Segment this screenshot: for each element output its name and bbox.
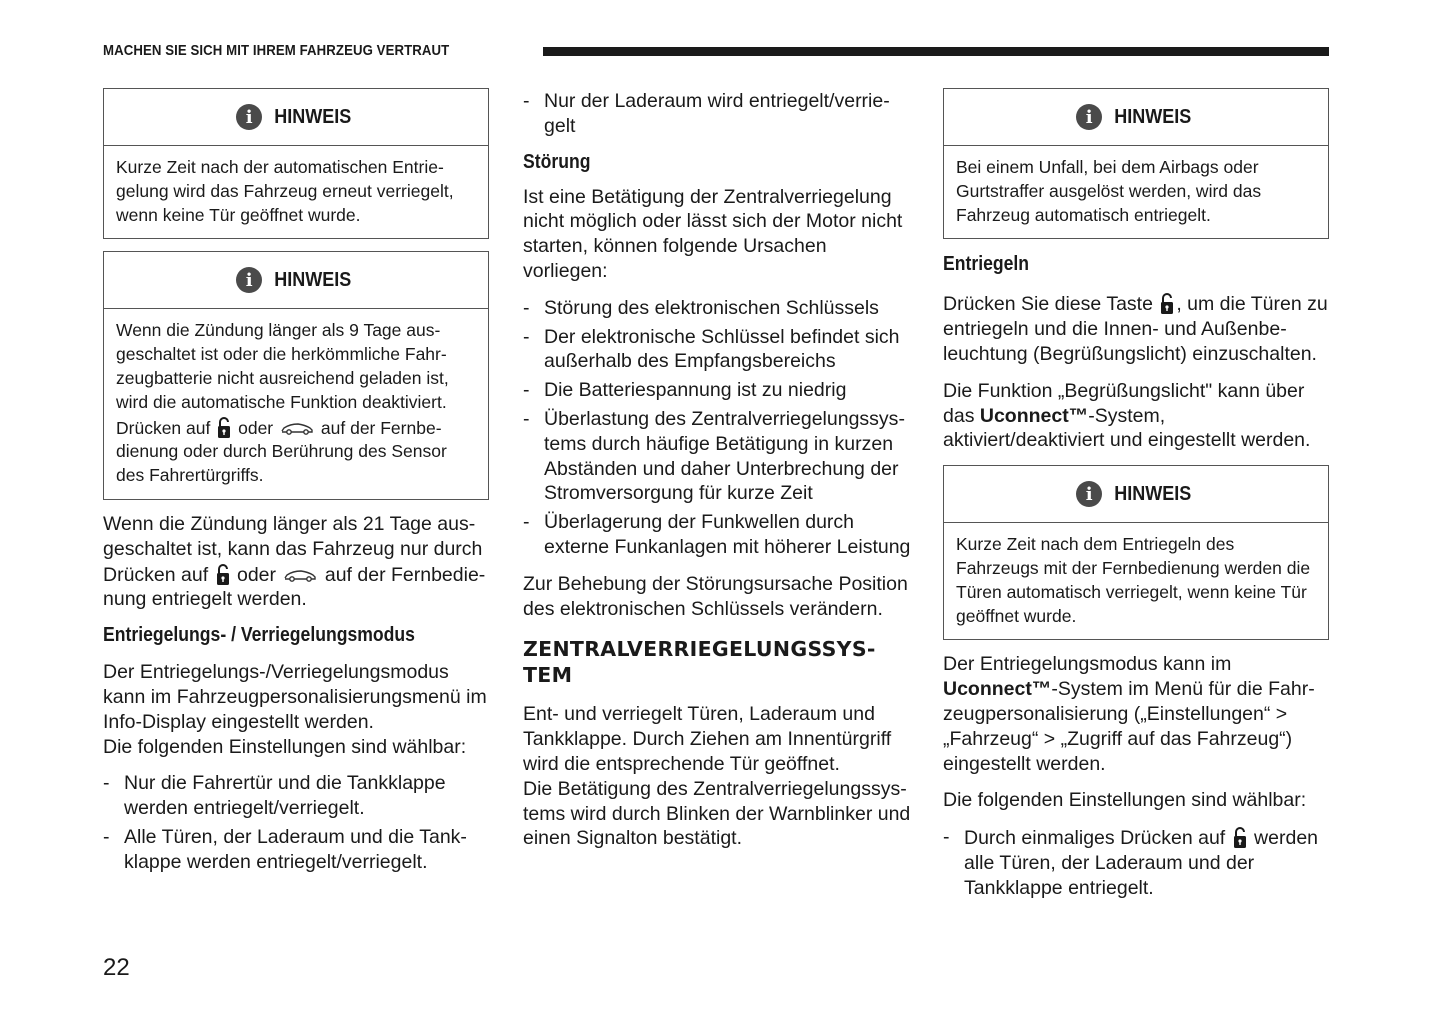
- paragraph: Zur Behebung der Störungsursache Position des elektronischen Schlüssels verändern.: [523, 572, 908, 620]
- paragraph-text: Die Funktion „Begrüßungslicht" kann über das: [943, 379, 1305, 427]
- running-header: MACHEN SIE SICH MIT IHREM FAHRZEUG VERTRAUT: [103, 42, 450, 59]
- paragraph-text: , um die Türen zu entriegeln und die Innen- und Außenbeleuchtung (Begrüßungslicht) einzuschalten.: [943, 293, 1328, 365]
- settings-list: [103, 771, 489, 874]
- note-body: Kurze Zeit nach der automatischen Entriegelung wird das Fahrzeug erneut verriegelt, wenn keine Tür geöffnet wurde.: [116, 157, 454, 225]
- note-title: HINWEIS: [1114, 105, 1192, 128]
- info-icon: i: [1076, 481, 1102, 507]
- list-item: - Störung des elektronischen Schlüssels: [523, 296, 913, 321]
- list-item: - Nur die Fahrertür und die Tankklappe werden entriegelt/verriegelt.: [103, 771, 489, 821]
- paragraph: Der Entriegelungs-/Verriegelungsmodus kann im Fahrzeugpersonalisierungsmenü im Info-Display eingestellt werden.: [103, 661, 487, 733]
- note-header: [104, 252, 488, 309]
- column-left: [103, 88, 489, 875]
- list-item: - Nur der Laderaum wird entriegelt/verriegelt: [523, 89, 913, 139]
- list-item: - Überlagerung der Funkwellen durch externe Funkanlagen mit höherer Leistung: [523, 510, 913, 560]
- section-subheading: Störung: [523, 150, 591, 173]
- car-icon: [280, 421, 314, 435]
- note-title: HINWEIS: [274, 268, 352, 291]
- paragraph: [943, 652, 1329, 776]
- note-title: HINWEIS: [274, 105, 352, 128]
- paragraph-text: auf der Fernbedienung entriegelt werden.: [103, 563, 486, 611]
- padlock-icon: [216, 562, 230, 586]
- paragraph: [943, 379, 1329, 453]
- section-subheading: Entriegelungs- / Verriegelungsmodus: [103, 624, 415, 647]
- brand-name: Uconnect™: [943, 678, 1052, 701]
- page-number: 22: [103, 954, 130, 981]
- paragraph-text: Der Entriegelungsmodus kann im: [943, 653, 1232, 676]
- note-body: Kurze Zeit nach dem Entriegeln des Fahrzeugs mit der Fernbedienung werden die Türen automatisch verriegelt, wenn keine Tür geöffnet wurde.: [956, 534, 1311, 626]
- padlock-icon: [1160, 291, 1174, 315]
- note-header: [944, 89, 1328, 146]
- paragraph: [103, 512, 489, 612]
- list-item: - Der elektronische Schlüssel befindet sich außerhalb des Empfangsbereichs: [523, 325, 913, 375]
- note-text: oder: [238, 417, 274, 438]
- paragraph-text: -System im Menü für die Fahrzeugpersonalisierung („Einstellungen“ > „Fahrzeug“ > „Zugriff auf das Fahrzeug“) eingestellt werden.: [943, 678, 1315, 775]
- paragraph: Ent- und verriegelt Türen, Laderaum und Tankklappe. Durch Ziehen am Innentürgriff wird die entsprechende Tür geöffnet.: [523, 703, 892, 775]
- note-body: [104, 309, 488, 499]
- note-box: [103, 88, 489, 239]
- paragraph-text: oder: [236, 563, 277, 586]
- brand-name: Uconnect™: [979, 404, 1089, 427]
- note-text: auf der Fernbedienung oder durch Berührung des Sensor des Fahrertürgriffs.: [116, 417, 447, 486]
- paragraph-text: -System, aktiviert/deaktiviert und eingestellt werden.: [943, 404, 1311, 452]
- list-item: [943, 825, 1329, 900]
- info-icon: i: [236, 267, 262, 293]
- column-middle: [523, 88, 913, 851]
- note-header: [944, 466, 1328, 523]
- column-right: [943, 88, 1329, 901]
- header-rule: [543, 47, 1329, 56]
- paragraph: Ist eine Betätigung der Zentralverriegelung nicht möglich oder lässt sich der Motor nicht starten, können folgende Ursachen vorliegen:: [523, 185, 903, 282]
- note-text: Wenn die Zündung länger als 9 Tage ausgeschaltet ist oder die herkömmliche Fahrzeugbatterie nicht ausreichend geladen ist, wird die automatische Funktion deaktiviert. Drücken auf: [116, 320, 449, 438]
- section-heading-line: TEM: [523, 663, 573, 688]
- note-box: [943, 465, 1329, 640]
- padlock-icon: [1233, 825, 1247, 849]
- paragraph: Die folgenden Einstellungen sind wählbar:: [943, 789, 1307, 812]
- list-item-text: werden alle Türen, der Laderaum und der Tankklappe entriegelt.: [964, 827, 1319, 899]
- list-item: - Alle Türen, der Laderaum und die Tankklappe werden entriegelt/verriegelt.: [103, 825, 489, 875]
- padlock-icon: [217, 415, 231, 439]
- section-subheading: Entriegeln: [943, 253, 1030, 276]
- note-body: Bei einem Unfall, bei dem Airbags oder Gurtstraffer ausgelöst werden, wird das Fahrzeug automatisch entriegelt.: [956, 157, 1262, 225]
- section-heading: [523, 636, 913, 688]
- paragraph: Die Betätigung des Zentralverriegelungssystems wird durch Blinken der Warnblinker und einen Signalton bestätigt.: [523, 777, 911, 850]
- info-icon: i: [236, 104, 262, 130]
- settings-list-continued: [523, 89, 913, 139]
- info-icon: i: [1076, 104, 1102, 130]
- list-item: - Die Batteriespannung ist zu niedrig: [523, 378, 913, 403]
- paragraph-text: Wenn die Zündung länger als 21 Tage ausgeschaltet ist, kann das Fahrzeug nur durch Drücken auf: [103, 512, 483, 586]
- settings-list: [943, 825, 1329, 900]
- paragraph-text: Drücken Sie diese Taste: [943, 293, 1153, 316]
- note-box: [103, 251, 489, 500]
- note-title: HINWEIS: [1114, 482, 1192, 505]
- list-item-text: Durch einmaliges Drücken auf: [964, 827, 1226, 850]
- paragraph: [943, 291, 1329, 366]
- paragraph: Die folgenden Einstellungen sind wählbar:: [103, 735, 467, 758]
- list-item: - Überlastung des Zentralverriegelungssystems durch häufige Betätigung in kurzen Abständen und daher Unterbrechung der Stromversorgung für kurze Zeit: [523, 407, 913, 506]
- section-heading-line: ZENTRALVERRIEGELUNGSSYS-: [523, 637, 876, 662]
- note-header: [104, 89, 488, 146]
- car-icon: [283, 568, 317, 582]
- causes-list: [523, 296, 913, 560]
- note-box: [943, 88, 1329, 239]
